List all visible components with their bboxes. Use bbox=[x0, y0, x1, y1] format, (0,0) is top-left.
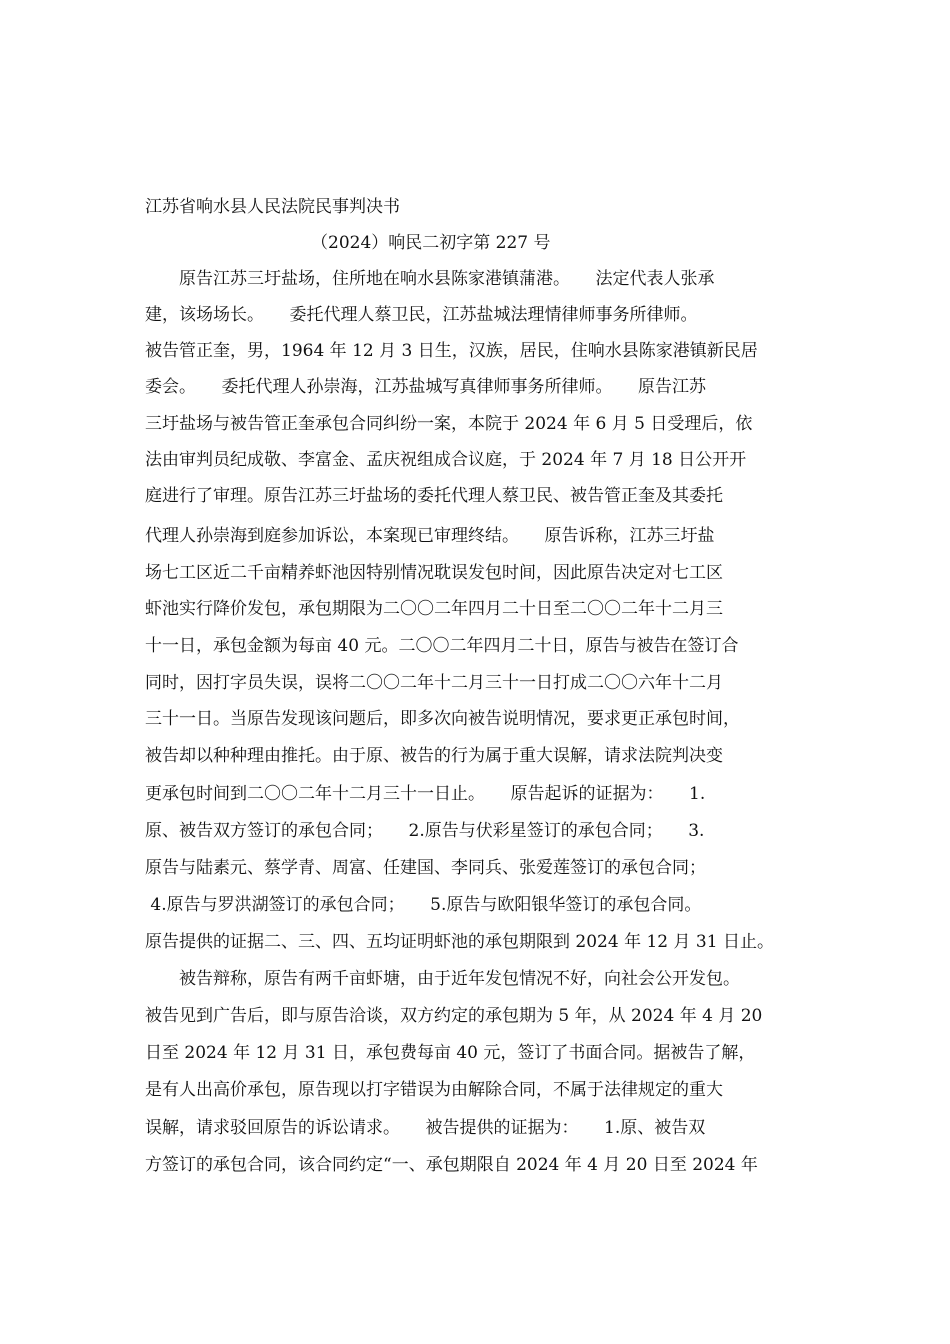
body-line: 4.原告与罗洪湖签订的承包合同； 5.原告与欧阳银华签订的承包合同。 bbox=[145, 895, 702, 915]
body-line: 更承包时间到二〇〇二年十二月三十一日止。 原告起诉的证据为： 1. bbox=[145, 784, 706, 804]
body-line: 场七工区近二千亩精养虾池因特别情况耽误发包时间，因此原告决定对七工区 bbox=[145, 563, 723, 583]
body-line: 被告管正奎，男，1964 年 12 月 3 日生，汉族，居民，住响水县陈家港镇新民居 bbox=[145, 341, 758, 361]
body-line: 被告见到广告后，即与原告洽谈，双方约定的承包期为 5 年，从 2024 年 4 月 20 bbox=[145, 1006, 763, 1026]
body-line: 代理人孙崇海到庭参加诉讼，本案现已审理终结。 原告诉称，江苏三圩盐 bbox=[145, 526, 715, 546]
body-line: 方签订的承包合同，该合同约定“一、承包期限自 2024 年 4 月 20 日至 2024 年 bbox=[145, 1155, 758, 1175]
case-number: （2024）响民二初字第 227 号 bbox=[311, 233, 551, 253]
body-line: 原、被告双方签订的承包合同； 2.原告与伏彩星签订的承包合同； 3. bbox=[145, 821, 705, 841]
body-line: 被告辩称，原告有两千亩虾塘，由于近年发包情况不好，向社会公开发包。 bbox=[145, 969, 740, 989]
body-line: 是有人出高价承包，原告现以打字错误为由解除合同，不属于法律规定的重大 bbox=[145, 1080, 723, 1100]
body-line: 十一日，承包金额为每亩 40 元。二〇〇二年四月二十日，原告与被告在签订合 bbox=[145, 636, 739, 656]
body-line: 误解，请求驳回原告的诉讼请求。 被告提供的证据为： 1.原、被告双 bbox=[145, 1118, 706, 1138]
body-line: 虾池实行降价发包，承包期限为二〇〇二年四月二十日至二〇〇二年十二月三 bbox=[145, 599, 723, 619]
body-line: 三十一日。当原告发现该问题后，即多次向被告说明情况，要求更正承包时间， bbox=[145, 709, 740, 729]
body-line: 原告与陆素元、蔡学青、周富、任建国、李同兵、张爱莲签订的承包合同； bbox=[145, 858, 706, 878]
body-line: 被告却以种种理由推托。由于原、被告的行为属于重大误解，请求法院判决变 bbox=[145, 746, 723, 766]
body-line: 日至 2024 年 12 月 31 日，承包费每亩 40 元，签订了书面合同。据被告了解， bbox=[145, 1043, 756, 1063]
body-line: 三圩盐场与被告管正奎承包合同纠纷一案，本院于 2024 年 6 月 5 日受理后，依 bbox=[145, 414, 753, 434]
body-line: 法由审判员纪成敬、李富金、孟庆祝组成合议庭，于 2024 年 7 月 18 日公开开 bbox=[145, 450, 747, 470]
body-line: 同时，因打字员失误，误将二〇〇二年十二月三十一日打成二〇〇六年十二月 bbox=[145, 673, 723, 693]
body-line: 原告江苏三圩盐场，住所地在响水县陈家港镇蒲港。 法定代表人张承 bbox=[145, 269, 715, 289]
body-line: 委会。 委托代理人孙崇海，江苏盐城写真律师事务所律师。 原告江苏 bbox=[145, 377, 706, 397]
body-line: 建，该场场长。 委托代理人蔡卫民，江苏盐城法理情律师事务所律师。 bbox=[145, 305, 698, 325]
body-line: 庭进行了审理。原告江苏三圩盐场的委托代理人蔡卫民、被告管正奎及其委托 bbox=[145, 486, 723, 506]
body-line: 原告提供的证据二、三、四、五均证明虾池的承包期限到 2024 年 12 月 31 日止。 bbox=[145, 932, 774, 952]
document-title: 江苏省响水县人民法院民事判决书 bbox=[145, 197, 400, 217]
